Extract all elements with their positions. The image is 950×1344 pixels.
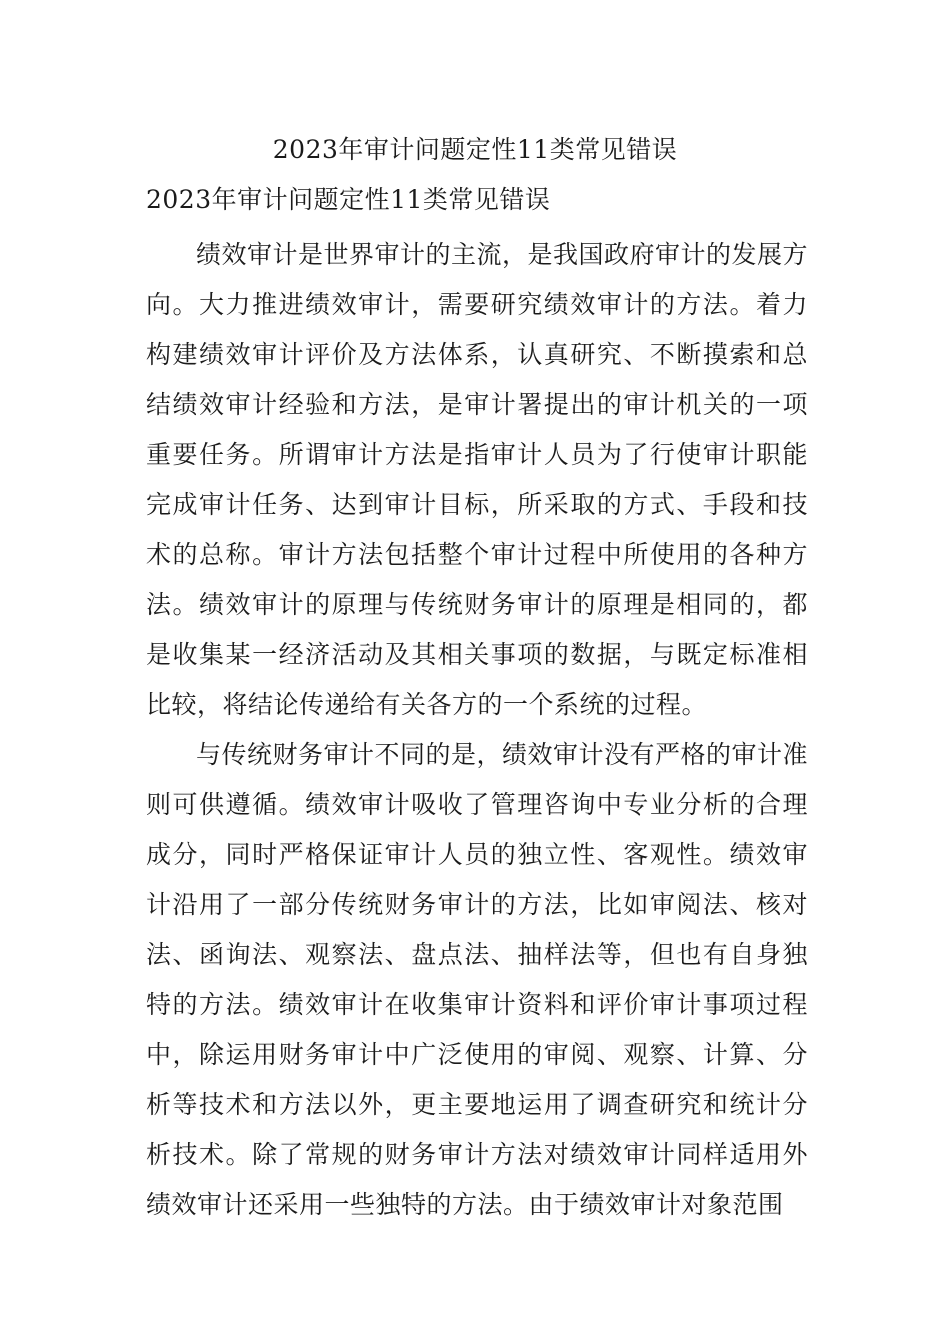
document-subtitle: 2023年审计问题定性11类常见错误 — [146, 185, 551, 214]
document-body — [146, 230, 808, 1230]
paragraph-2: 与传统财务审计不同的是，绩效审计没有严格的审计准则可供遵循。绩效审计吸收了管理咨询中专业分析的合理成分，同时严格保证审计人员的独立性、客观性。绩效审计沿用了一部分传统财务审计的方法，比如审阅法、核对法、函询法、观察法、盘点法、抽样法等，但也有自身独特的方法。绩效审计在收集审计资料和评价审计事项过程中，除运用财务审计中广泛使用的审阅、观察、计算、分析等技术和方法以外，更主要地运用了调查研究和统计分析技术。除了常规的财务审计方法对绩效审计同样适用外绩效审计还采用一些独特的方法。由于绩效审计对象范围 — [146, 740, 809, 1219]
document-title: 2023年审计问题定性11类常见错误 — [272, 135, 678, 164]
paragraph-1: 绩效审计是世界审计的主流，是我国政府审计的发展方向。大力推进绩效审计，需要研究绩效审计的方法。着力构建绩效审计评价及方法体系，认真研究、不断摸索和总结绩效审计经验和方法，是审计署提出的审计机关的一项重要任务。所谓审计方法是指审计人员为了行使审计职能完成审计任务、达到审计目标，所采取的方式、手段和技术的总称。审计方法包括整个审计过程中所使用的各种方法。绩效审计的原理与传统财务审计的原理是相同的，都是收集某一经济活动及其相关事项的数据，与既定标准相比较，将结论传递给有关各方的一个系统的过程。 — [146, 240, 809, 719]
